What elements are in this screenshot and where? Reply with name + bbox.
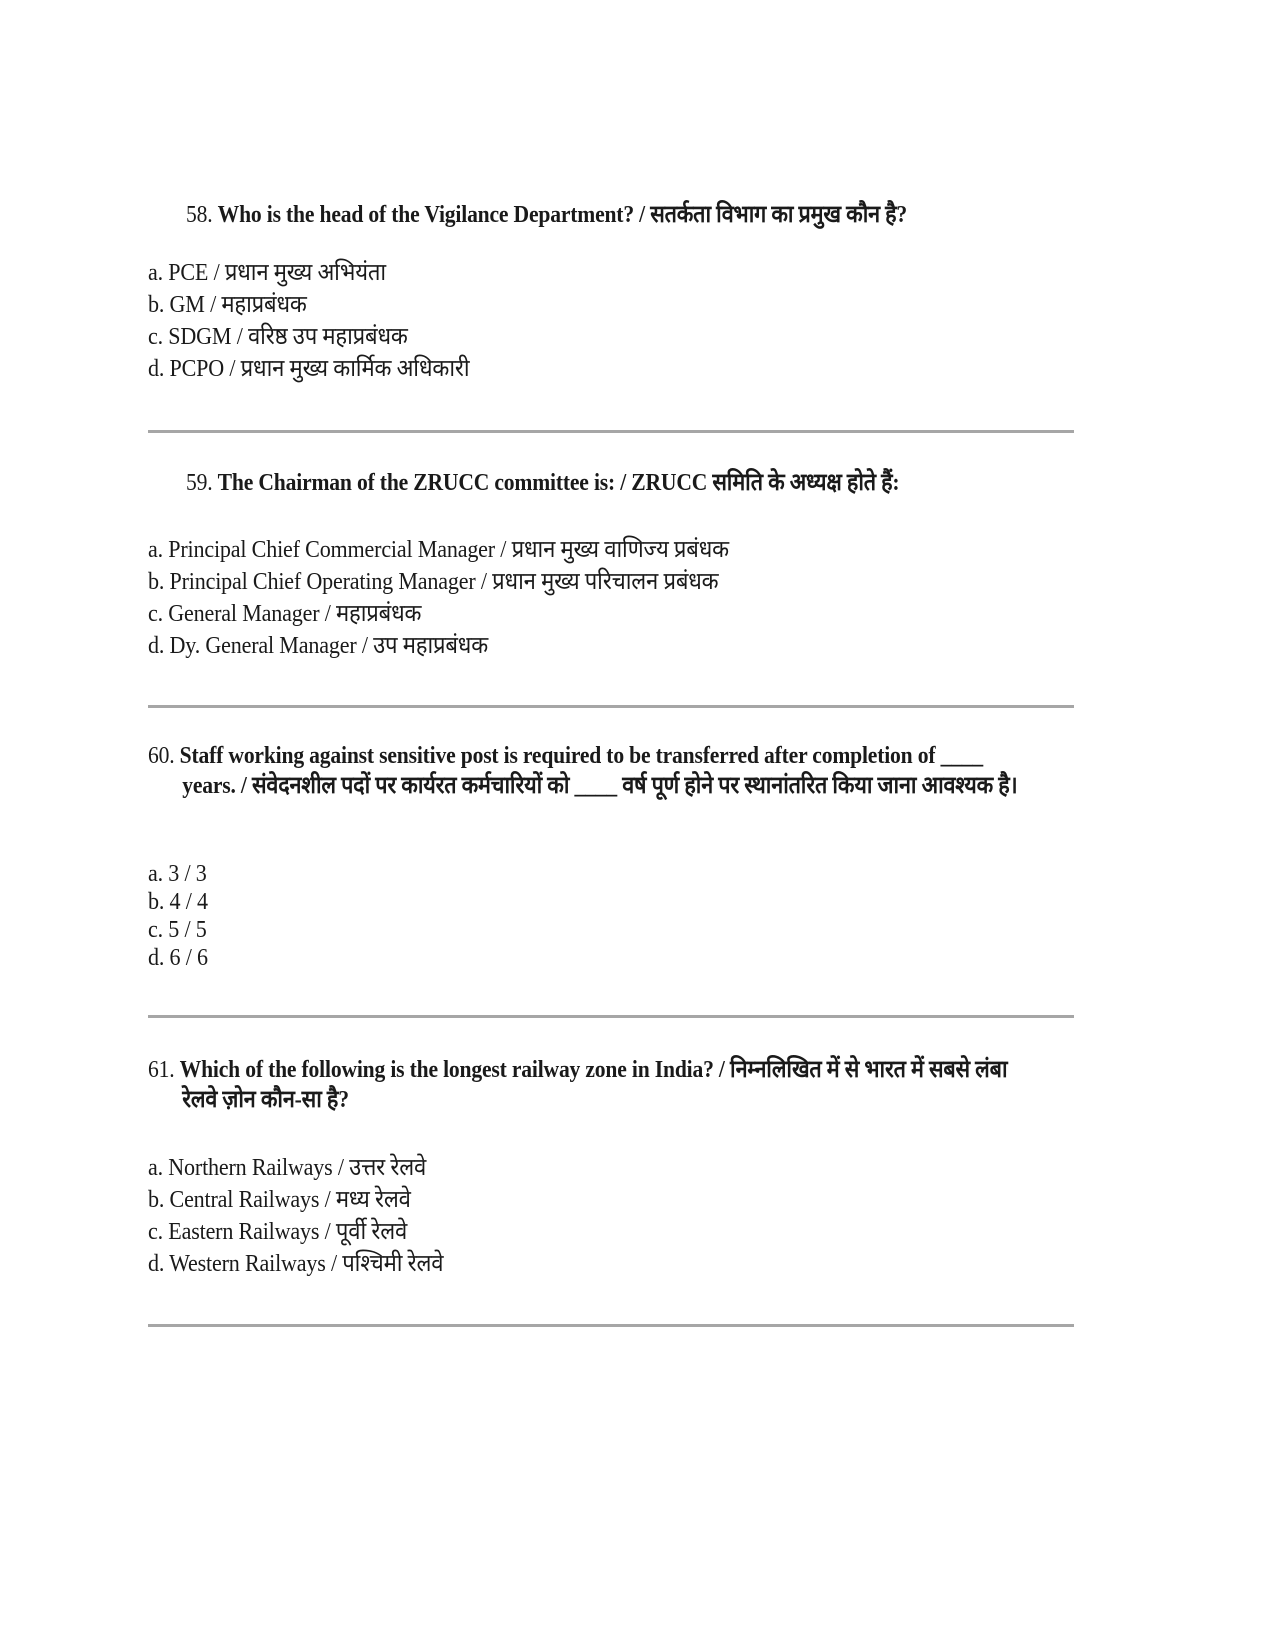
question-58 [186, 200, 1032, 230]
divider [148, 430, 1074, 433]
option-d: d. PCPO / प्रधान मुख्य कार्मिक अधिकारी [148, 356, 470, 382]
question-60 [148, 741, 1028, 801]
option-c: c. Eastern Railways / पूर्वी रेलवे [148, 1219, 408, 1245]
question-number: 61. [148, 1057, 180, 1083]
question-number: 59. [186, 470, 218, 496]
option-b: b. Central Railways / मध्य रेलवे [148, 1187, 411, 1213]
option-d: d. Western Railways / पश्चिमी रेलवे [148, 1251, 444, 1277]
question-61 [148, 1055, 1028, 1115]
options-61 [148, 1152, 443, 1280]
option-b: b. Principal Chief Operating Manager / प्रधान मुख्य परिचालन प्रबंधक [148, 569, 719, 595]
option-d: d. Dy. General Manager / उप महाप्रबंधक [148, 633, 488, 659]
option-d: d. 6 / 6 [148, 945, 208, 971]
question-text: Staff working against sensitive post is required to be transferred after completion of ____ years. / संवेदनशील पदों पर कार्यरत कर्मचारियों को ____ वर्ष पूर्ण होने पर स्थानांतरित किया जाना आवश्यक है। [179, 743, 1018, 799]
options-58 [148, 257, 469, 385]
question-text: Who is the head of the Vigilance Department? / सतर्कता विभाग का प्रमुख कौन है? [217, 202, 908, 228]
option-b: b. 4 / 4 [148, 889, 208, 915]
options-60 [148, 860, 208, 972]
option-a: a. 3 / 3 [148, 861, 207, 887]
options-59 [148, 534, 729, 662]
option-b: b. GM / महाप्रबंधक [148, 292, 307, 318]
option-a: a. Principal Chief Commercial Manager / प्रधान मुख्य वाणिज्य प्रबंधक [148, 537, 729, 563]
question-number: 60. [148, 743, 180, 769]
question-text: The Chairman of the ZRUCC committee is: / ZRUCC समिति के अध्यक्ष होते हैं: [217, 470, 900, 496]
divider [148, 1324, 1074, 1327]
option-a: a. Northern Railways / उत्तर रेलवे [148, 1155, 427, 1181]
option-c: c. General Manager / महाप्रबंधक [148, 601, 422, 627]
option-c: c. 5 / 5 [148, 917, 207, 943]
question-text: Which of the following is the longest railway zone in India? / निम्नलिखित में से भारत में सबसे लंबा रेलवे ज़ोन कौन-सा है? [179, 1057, 1008, 1113]
divider [148, 705, 1074, 708]
question-number: 58. [186, 202, 218, 228]
question-59 [186, 468, 1032, 498]
divider [148, 1015, 1074, 1018]
option-a: a. PCE / प्रधान मुख्य अभियंता [148, 260, 386, 286]
option-c: c. SDGM / वरिष्ठ उप महाप्रबंधक [148, 324, 408, 350]
